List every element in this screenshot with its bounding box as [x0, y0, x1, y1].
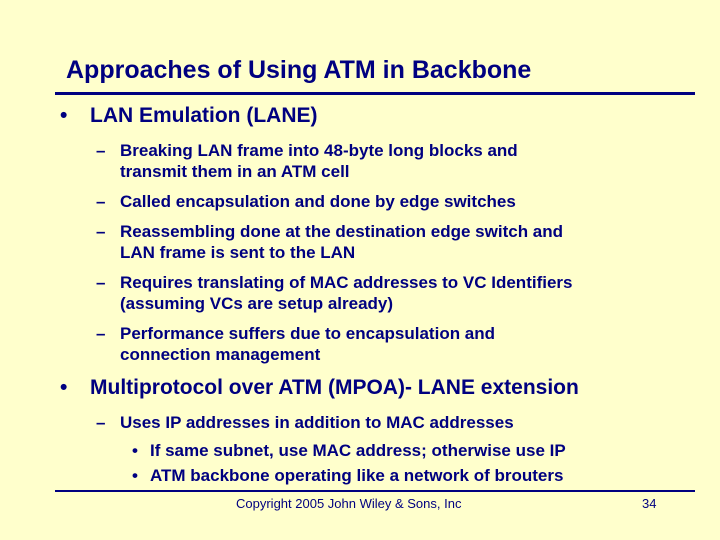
- bullet-mpoa: [60, 376, 579, 400]
- title-divider: [55, 92, 695, 95]
- bullet-icon: •: [60, 104, 68, 127]
- sub-item-line: Called encapsulation and done by edge switches: [120, 192, 516, 211]
- sub-sub-item-text: If same subnet, use MAC address; otherwise use IP: [150, 441, 566, 460]
- dash-icon: –: [96, 273, 106, 292]
- slide-title: Approaches of Using ATM in Backbone: [66, 56, 532, 84]
- sub-item-line: Reassembling done at the destination edge switch and: [120, 222, 564, 241]
- dash-icon: –: [96, 141, 106, 160]
- dash-icon: –: [96, 192, 106, 211]
- sub-sub-item-text: ATM backbone operating like a network of brouters: [150, 466, 564, 485]
- bullet-lane: [60, 104, 317, 128]
- bullet-icon: •: [60, 376, 68, 399]
- copyright-footer: Copyright 2005 John Wiley & Sons, Inc: [236, 496, 462, 511]
- bullet-text: Multiprotocol over ATM (MPOA)- LANE extension: [90, 376, 579, 399]
- sub-item-line: transmit them in an ATM cell: [120, 162, 350, 181]
- sub-item-line: connection management: [120, 345, 321, 364]
- bullet-icon: •: [132, 441, 138, 460]
- dash-icon: –: [96, 324, 106, 343]
- sub-item-line: (assuming VCs are setup already): [120, 294, 394, 313]
- bullet-icon: •: [132, 466, 138, 485]
- sub-item-line: Breaking LAN frame into 48-byte long blocks and: [120, 141, 518, 160]
- sub-item-line: LAN frame is sent to the LAN: [120, 243, 356, 262]
- sub-item-line: Requires translating of MAC addresses to VC Identifiers: [120, 273, 573, 292]
- page-number: 34: [642, 496, 657, 511]
- dash-icon: –: [96, 222, 106, 241]
- sub-item-line: Performance suffers due to encapsulation and: [120, 324, 496, 343]
- bullet-text: LAN Emulation (LANE): [90, 104, 318, 127]
- sub-sub-item: [132, 466, 563, 486]
- sub-item-line: Uses IP addresses in addition to MAC addresses: [120, 413, 514, 432]
- sub-sub-item: [132, 441, 566, 461]
- dash-icon: –: [96, 413, 106, 432]
- footer-divider: [55, 490, 695, 492]
